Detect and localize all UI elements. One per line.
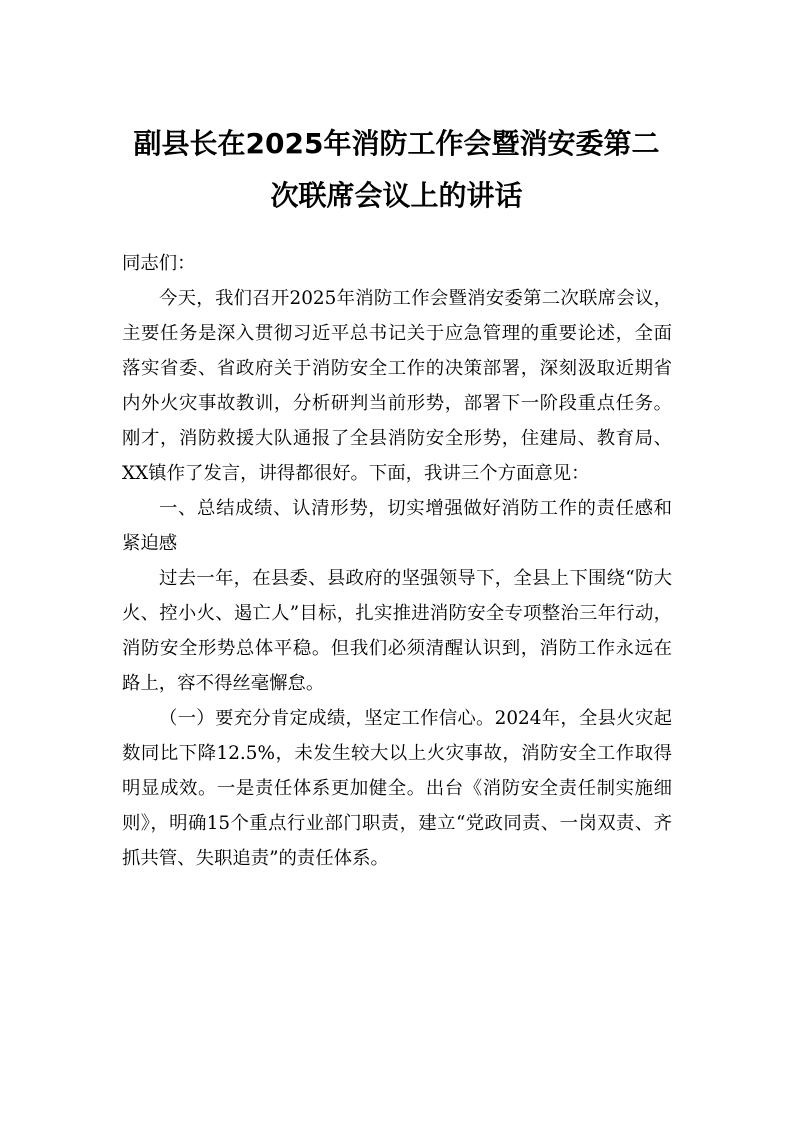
document-title [100, 118, 693, 222]
title-line-1: 副县长在2025年消防工作会暨消安委第二 [133, 127, 660, 160]
section-heading-1: 一、总结成绩、认清形势，切实增强做好消防工作的责任感和紧迫感 [122, 498, 672, 554]
salutation: 同志们： [122, 253, 196, 274]
paragraph-subsection-1: （一）要充分肯定成绩，坚定工作信心。2024年，全县火灾起数同比下降12.5%，未发生较大以上火灾事故，消防安全工作取得明显成效。一是责任体系更加健全。出台《消防安全责任制实施细则》，明确15个重点行业部门职责，建立“党政同责、一岗双责、齐抓共管、失职追责”的责任体系。 [122, 708, 672, 869]
title-line-2: 次联席会议上的讲话 [270, 179, 523, 212]
paragraph-intro: 今天，我们召开2025年消防工作会暨消安委第二次联席会议，主要任务是深入贯彻习近平总书记关于应急管理的重要论述，全面落实省委、省政府关于消防安全工作的决策部署，深刻汲取近期省内外火灾事故教训，分析研判当前形势，部署下一阶段重点任务。刚才，消防救援大队通报了全县消防安全形势，住建局、教育局、XX镇作了发言，讲得都很好。下面，我讲三个方面意见： [122, 288, 672, 484]
paragraph-review: 过去一年，在县委、县政府的坚强领导下，全县上下围绕“防大火、控小火、遏亡人”目标，扎实推进消防安全专项整治三年行动，消防安全形势总体平稳。但我们必须清醒认识到，消防工作永远在路上，容不得丝毫懈怠。 [122, 568, 672, 694]
document-body [122, 246, 672, 876]
